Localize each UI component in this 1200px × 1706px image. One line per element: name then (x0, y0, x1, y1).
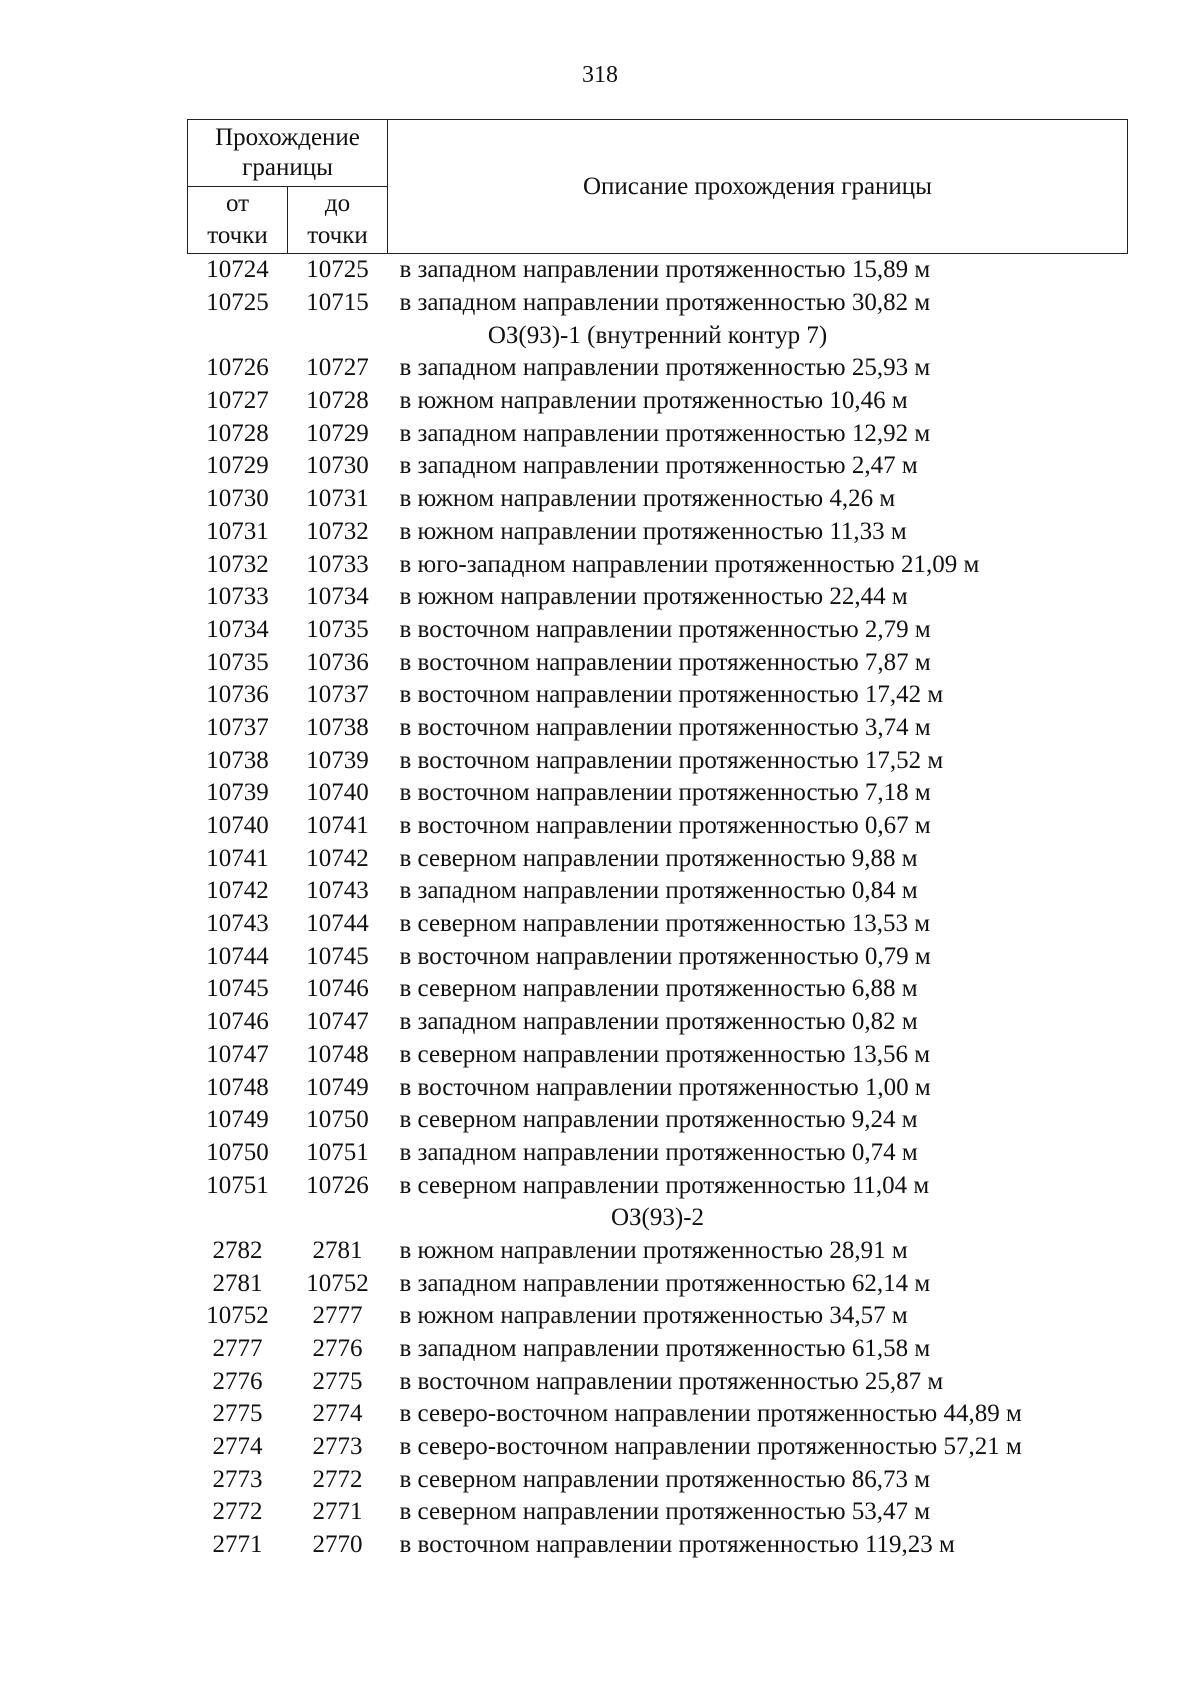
from-point-cell: 10738 (206, 746, 269, 774)
to-point-cell: 10749 (306, 1073, 369, 1101)
to-point-cell: 10738 (306, 713, 369, 741)
description-cell: в северном направлении протяженностью 53,47 м (399, 1498, 931, 1526)
table-row (188, 614, 1128, 647)
to-point-cell: 10734 (306, 583, 369, 611)
table-row (188, 1006, 1128, 1039)
description-cell: в восточном направлении протяженностью 7,18 м (399, 779, 931, 807)
header-description: Описание прохождения границы (388, 120, 1128, 254)
description-cell: в западном направлении протяженностью 30,82 м (399, 289, 931, 317)
to-point-cell: 2771 (312, 1498, 363, 1526)
description-cell: в западном направлении протяженностью 15,89 м (399, 256, 931, 284)
to-point-cell: 10741 (306, 812, 369, 840)
from-point-cell: 10732 (206, 550, 269, 578)
from-point-cell: 2774 (212, 1433, 263, 1461)
description-cell: в восточном направлении протяженностью 2,79 м (399, 615, 931, 643)
from-point-cell: 10741 (206, 844, 269, 872)
from-point-cell: 10750 (206, 1138, 269, 1166)
section-heading: ОЗ(93)-2 (610, 1204, 705, 1232)
description-cell: в южном направлении протяженностью 28,91 м (399, 1236, 908, 1264)
from-point-cell: 2773 (212, 1465, 263, 1493)
description-cell: в западном направлении протяженностью 12,92 м (399, 419, 931, 447)
table-header (188, 120, 1128, 254)
from-point-cell: 10725 (206, 289, 269, 317)
to-point-cell: 10727 (306, 354, 369, 382)
table-row (188, 973, 1128, 1006)
description-cell: в юго-западном направлении протяженностью 21,09 м (399, 550, 980, 578)
from-point-cell: 10745 (206, 975, 269, 1003)
to-point-cell: 10746 (306, 975, 369, 1003)
description-cell: в восточном направлении протяженностью 17,52 м (399, 746, 944, 774)
description-cell: в северном направлении протяженностью 9,24 м (399, 1106, 918, 1134)
description-cell: в южном направлении протяженностью 11,33 м (399, 517, 907, 545)
table-row (188, 287, 1128, 320)
table-row (188, 417, 1128, 450)
from-point-cell: 2776 (212, 1367, 263, 1395)
description-cell: в северном направлении протяженностью 6,88 м (399, 975, 918, 1003)
from-point-cell: 10735 (206, 648, 269, 676)
table-row (188, 940, 1128, 973)
from-point-cell: 10751 (206, 1171, 269, 1199)
from-point-cell: 10747 (206, 1040, 269, 1068)
table-row (188, 516, 1128, 549)
description-cell: в северном направлении протяженностью 9,88 м (399, 844, 918, 872)
section-heading-row (188, 1202, 1128, 1235)
description-cell: в южном направлении протяженностью 22,44 м (399, 583, 908, 611)
to-point-cell: 2776 (312, 1335, 363, 1363)
from-point-cell: 10749 (206, 1106, 269, 1134)
to-point-cell: 2770 (312, 1531, 363, 1559)
from-point-cell: 10740 (206, 812, 269, 840)
description-cell: в западном направлении протяженностью 62,14 м (399, 1269, 931, 1297)
from-point-cell: 10728 (206, 419, 269, 447)
description-cell: в восточном направлении протяженностью 3,74 м (399, 713, 931, 741)
header-boundary-passage: Прохождение границы (188, 120, 388, 187)
table-row (188, 810, 1128, 843)
to-point-cell: 10740 (306, 779, 369, 807)
description-cell: в южном направлении протяженностью 34,57 м (399, 1302, 908, 1330)
to-point-cell: 10748 (306, 1040, 369, 1068)
to-point-cell: 10733 (306, 550, 369, 578)
description-cell: в западном направлении протяженностью 61,58 м (399, 1335, 931, 1363)
description-cell: в западном направлении протяженностью 2,47 м (399, 452, 918, 480)
description-cell: в южном направлении протяженностью 4,26 м (399, 485, 896, 513)
table-row (188, 1235, 1128, 1268)
to-point-cell: 2774 (312, 1400, 363, 1428)
to-point-cell: 10743 (306, 877, 369, 905)
table-row (188, 1169, 1128, 1202)
description-cell: в восточном направлении протяженностью 7,87 м (399, 648, 931, 676)
description-cell: в восточном направлении протяженностью 0,67 м (399, 812, 931, 840)
from-point-cell: 2782 (212, 1236, 263, 1264)
table-row (188, 1398, 1128, 1431)
header-from-point: от точки (188, 187, 288, 254)
from-point-cell: 10734 (206, 615, 269, 643)
from-point-cell: 10736 (206, 681, 269, 709)
table-row (188, 679, 1128, 712)
to-point-cell: 2775 (312, 1367, 363, 1395)
table-row (188, 385, 1128, 418)
to-point-cell: 2781 (312, 1236, 363, 1264)
description-cell: в северном направлении протяженностью 86,73 м (399, 1465, 931, 1493)
table-row (188, 450, 1128, 483)
description-cell: в южном направлении протяженностью 10,46 м (399, 387, 908, 415)
table-row (188, 908, 1128, 941)
to-point-cell: 10750 (306, 1106, 369, 1134)
description-cell: в восточном направлении протяженностью 119,23 м (399, 1531, 955, 1559)
to-point-cell: 10751 (306, 1138, 369, 1166)
table-row (188, 548, 1128, 581)
table-row (188, 1137, 1128, 1170)
to-point-cell: 2772 (312, 1465, 363, 1493)
table-row (188, 1529, 1128, 1562)
from-point-cell: 2772 (212, 1498, 263, 1526)
to-point-cell: 10739 (306, 746, 369, 774)
table-row (188, 1333, 1128, 1366)
to-point-cell: 10728 (306, 387, 369, 415)
table-row (188, 1431, 1128, 1464)
from-point-cell: 10730 (206, 485, 269, 513)
from-point-cell: 10729 (206, 452, 269, 480)
to-point-cell: 10735 (306, 615, 369, 643)
description-cell: в восточном направлении протяженностью 25,87 м (399, 1367, 944, 1395)
from-point-cell: 10731 (206, 517, 269, 545)
table-body (188, 254, 1128, 1562)
to-point-cell: 10726 (306, 1171, 369, 1199)
table-row (188, 1463, 1128, 1496)
to-point-cell: 10737 (306, 681, 369, 709)
boundary-table (187, 119, 1128, 1562)
description-cell: в северном направлении протяженностью 13,56 м (399, 1040, 931, 1068)
table-row (188, 1039, 1128, 1072)
page-number: 318 (582, 62, 618, 88)
from-point-cell: 10743 (206, 910, 269, 938)
description-cell: в западном направлении протяженностью 0,84 м (399, 877, 918, 905)
description-cell: в северо-восточном направлении протяженностью 44,89 м (399, 1400, 1022, 1428)
table-row (188, 744, 1128, 777)
section-heading: ОЗ(93)-1 (внутренний контур 7) (487, 321, 828, 349)
to-point-cell: 10730 (306, 452, 369, 480)
to-point-cell: 10742 (306, 844, 369, 872)
from-point-cell: 10742 (206, 877, 269, 905)
table-row (188, 842, 1128, 875)
table-row (188, 777, 1128, 810)
to-point-cell: 10732 (306, 517, 369, 545)
description-cell: в северном направлении протяженностью 13,53 м (399, 910, 931, 938)
to-point-cell: 10715 (306, 289, 369, 317)
table-row (188, 1267, 1128, 1300)
table-row (188, 1104, 1128, 1137)
description-cell: в восточном направлении протяженностью 0,79 м (399, 942, 931, 970)
section-heading-row (188, 319, 1128, 352)
boundary-table-container (187, 119, 1127, 1562)
description-cell: в западном направлении протяженностью 0,74 м (399, 1138, 918, 1166)
table-row (188, 646, 1128, 679)
table-row (188, 1365, 1128, 1398)
to-point-cell: 10731 (306, 485, 369, 513)
to-point-cell: 10725 (306, 256, 369, 284)
from-point-cell: 10744 (206, 942, 269, 970)
from-point-cell: 10724 (206, 256, 269, 284)
from-point-cell: 10737 (206, 713, 269, 741)
to-point-cell: 2777 (312, 1302, 363, 1330)
table-row (188, 352, 1128, 385)
to-point-cell: 10752 (306, 1269, 369, 1297)
from-point-cell: 2771 (212, 1531, 263, 1559)
description-cell: в восточном направлении протяженностью 1,00 м (399, 1073, 931, 1101)
description-cell: в северном направлении протяженностью 11,04 м (399, 1171, 930, 1199)
table-row (188, 1496, 1128, 1529)
to-point-cell: 10736 (306, 648, 369, 676)
header-to-point: до точки (288, 187, 388, 254)
to-point-cell: 10744 (306, 910, 369, 938)
from-point-cell: 10746 (206, 1008, 269, 1036)
table-row (188, 581, 1128, 614)
to-point-cell: 10747 (306, 1008, 369, 1036)
description-cell: в западном направлении протяженностью 0,82 м (399, 1008, 918, 1036)
table-row (188, 254, 1128, 287)
from-point-cell: 10726 (206, 354, 269, 382)
from-point-cell: 10727 (206, 387, 269, 415)
from-point-cell: 2777 (212, 1335, 263, 1363)
table-row (188, 875, 1128, 908)
description-cell: в северо-восточном направлении протяженностью 57,21 м (399, 1433, 1022, 1461)
to-point-cell: 10745 (306, 942, 369, 970)
table-row (188, 1300, 1128, 1333)
description-cell: в западном направлении протяженностью 25,93 м (399, 354, 931, 382)
table-row (188, 483, 1128, 516)
to-point-cell: 2773 (312, 1433, 363, 1461)
from-point-cell: 10733 (206, 583, 269, 611)
from-point-cell: 2775 (212, 1400, 263, 1428)
table-row (188, 712, 1128, 745)
to-point-cell: 10729 (306, 419, 369, 447)
description-cell: в восточном направлении протяженностью 17,42 м (399, 681, 944, 709)
from-point-cell: 10739 (206, 779, 269, 807)
from-point-cell: 10752 (206, 1302, 269, 1330)
from-point-cell: 10748 (206, 1073, 269, 1101)
table-row (188, 1071, 1128, 1104)
from-point-cell: 2781 (212, 1269, 263, 1297)
